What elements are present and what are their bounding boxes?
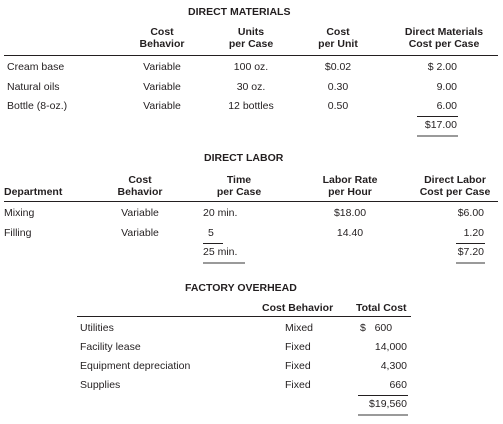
fo-row-item: Equipment depreciation [80,360,191,372]
direct-materials-title: DIRECT MATERIALS [188,6,291,18]
fo-row-item: Supplies [80,379,121,391]
fo-row-item: Facility lease [80,341,141,353]
factory-overhead-title: FACTORY OVERHEAD [185,282,297,294]
dl-row-total: 1.20 [463,227,484,239]
dl-total: $7.20 [457,246,484,258]
dl-row-behavior: Variable [121,207,159,219]
fo-header-behavior: Cost Behavior [262,302,334,314]
dm-row-unit-cost: 0.50 [327,100,349,112]
dl-header-rule [4,201,498,202]
dl-row-time: 20 min. [203,207,238,219]
dm-header-units: Units per Case [228,26,274,50]
dm-row-behavior: Variable [143,81,181,93]
dm-row-total: 6.00 [436,100,457,112]
dm-row-item: Cream base [7,61,65,73]
fo-row-cost: 4,300 [380,360,407,372]
dl-time-double-rule [203,262,245,264]
dm-row-item: Bottle (8-oz.) [7,100,68,112]
fo-row-cost: $ 600 [360,322,393,334]
fo-total-double-rule [358,414,408,416]
fo-row-behavior: Mixed [285,322,314,334]
fo-row-cost: 14,000 [374,341,407,353]
dl-header-total: Direct Labor Cost per Case [419,174,491,198]
fo-row-behavior: Fixed [285,341,311,353]
dl-row-behavior: Variable [121,227,159,239]
fo-header-rule [77,316,411,317]
dm-row-units: 30 oz. [236,81,266,93]
fo-row-item: Utilities [80,322,114,334]
direct-labor-title: DIRECT LABOR [204,152,284,164]
dm-subtotal-rule [417,116,458,117]
dm-row-units: 100 oz. [233,61,269,73]
dl-subtotal-rule [456,243,485,244]
dl-row-total: $6.00 [457,207,484,219]
dl-row-rate: $18.00 [333,207,367,219]
fo-row-behavior: Fixed [285,360,311,372]
dl-row-rate: 14.40 [336,227,364,239]
dl-time-total: 25 min. [203,246,238,258]
fo-row-behavior: Fixed [285,379,311,391]
dm-row-total: $ 2.00 [427,61,457,73]
dl-header-time: Time per Case [216,174,262,198]
dm-row-item: Natural oils [7,81,60,93]
dm-row-behavior: Variable [143,100,181,112]
fo-total: $19,560 [369,398,407,410]
dl-header-rate: Labor Rate per Hour [322,174,378,198]
dl-total-double-rule [456,262,485,264]
dm-row-unit-cost: 0.30 [327,81,349,93]
dm-header-rule [4,55,498,56]
dm-row-units: 12 bottles [228,100,274,112]
dl-row-department: Mixing [4,207,35,219]
dl-header-department: Department [4,186,63,198]
dm-row-behavior: Variable [143,61,181,73]
fo-header-total: Total Cost [356,302,407,314]
dm-header-total: Direct Materials Cost per Case [404,26,484,50]
dm-total: $17.00 [424,119,457,131]
dm-header-behavior: Cost Behavior [139,26,185,50]
dl-row-department: Filling [4,227,32,239]
fo-subtotal-rule [358,395,408,396]
dm-row-unit-cost: $0.02 [324,61,352,73]
dl-time-rule [203,243,223,244]
dm-header-unit-cost: Cost per Unit [318,26,358,50]
dl-header-behavior: Cost Behavior [117,174,163,198]
dm-row-total: 9.00 [436,81,457,93]
dl-row-time: 5 [208,227,214,239]
dm-total-double-rule [417,135,458,137]
fo-row-cost: 660 [389,379,407,391]
